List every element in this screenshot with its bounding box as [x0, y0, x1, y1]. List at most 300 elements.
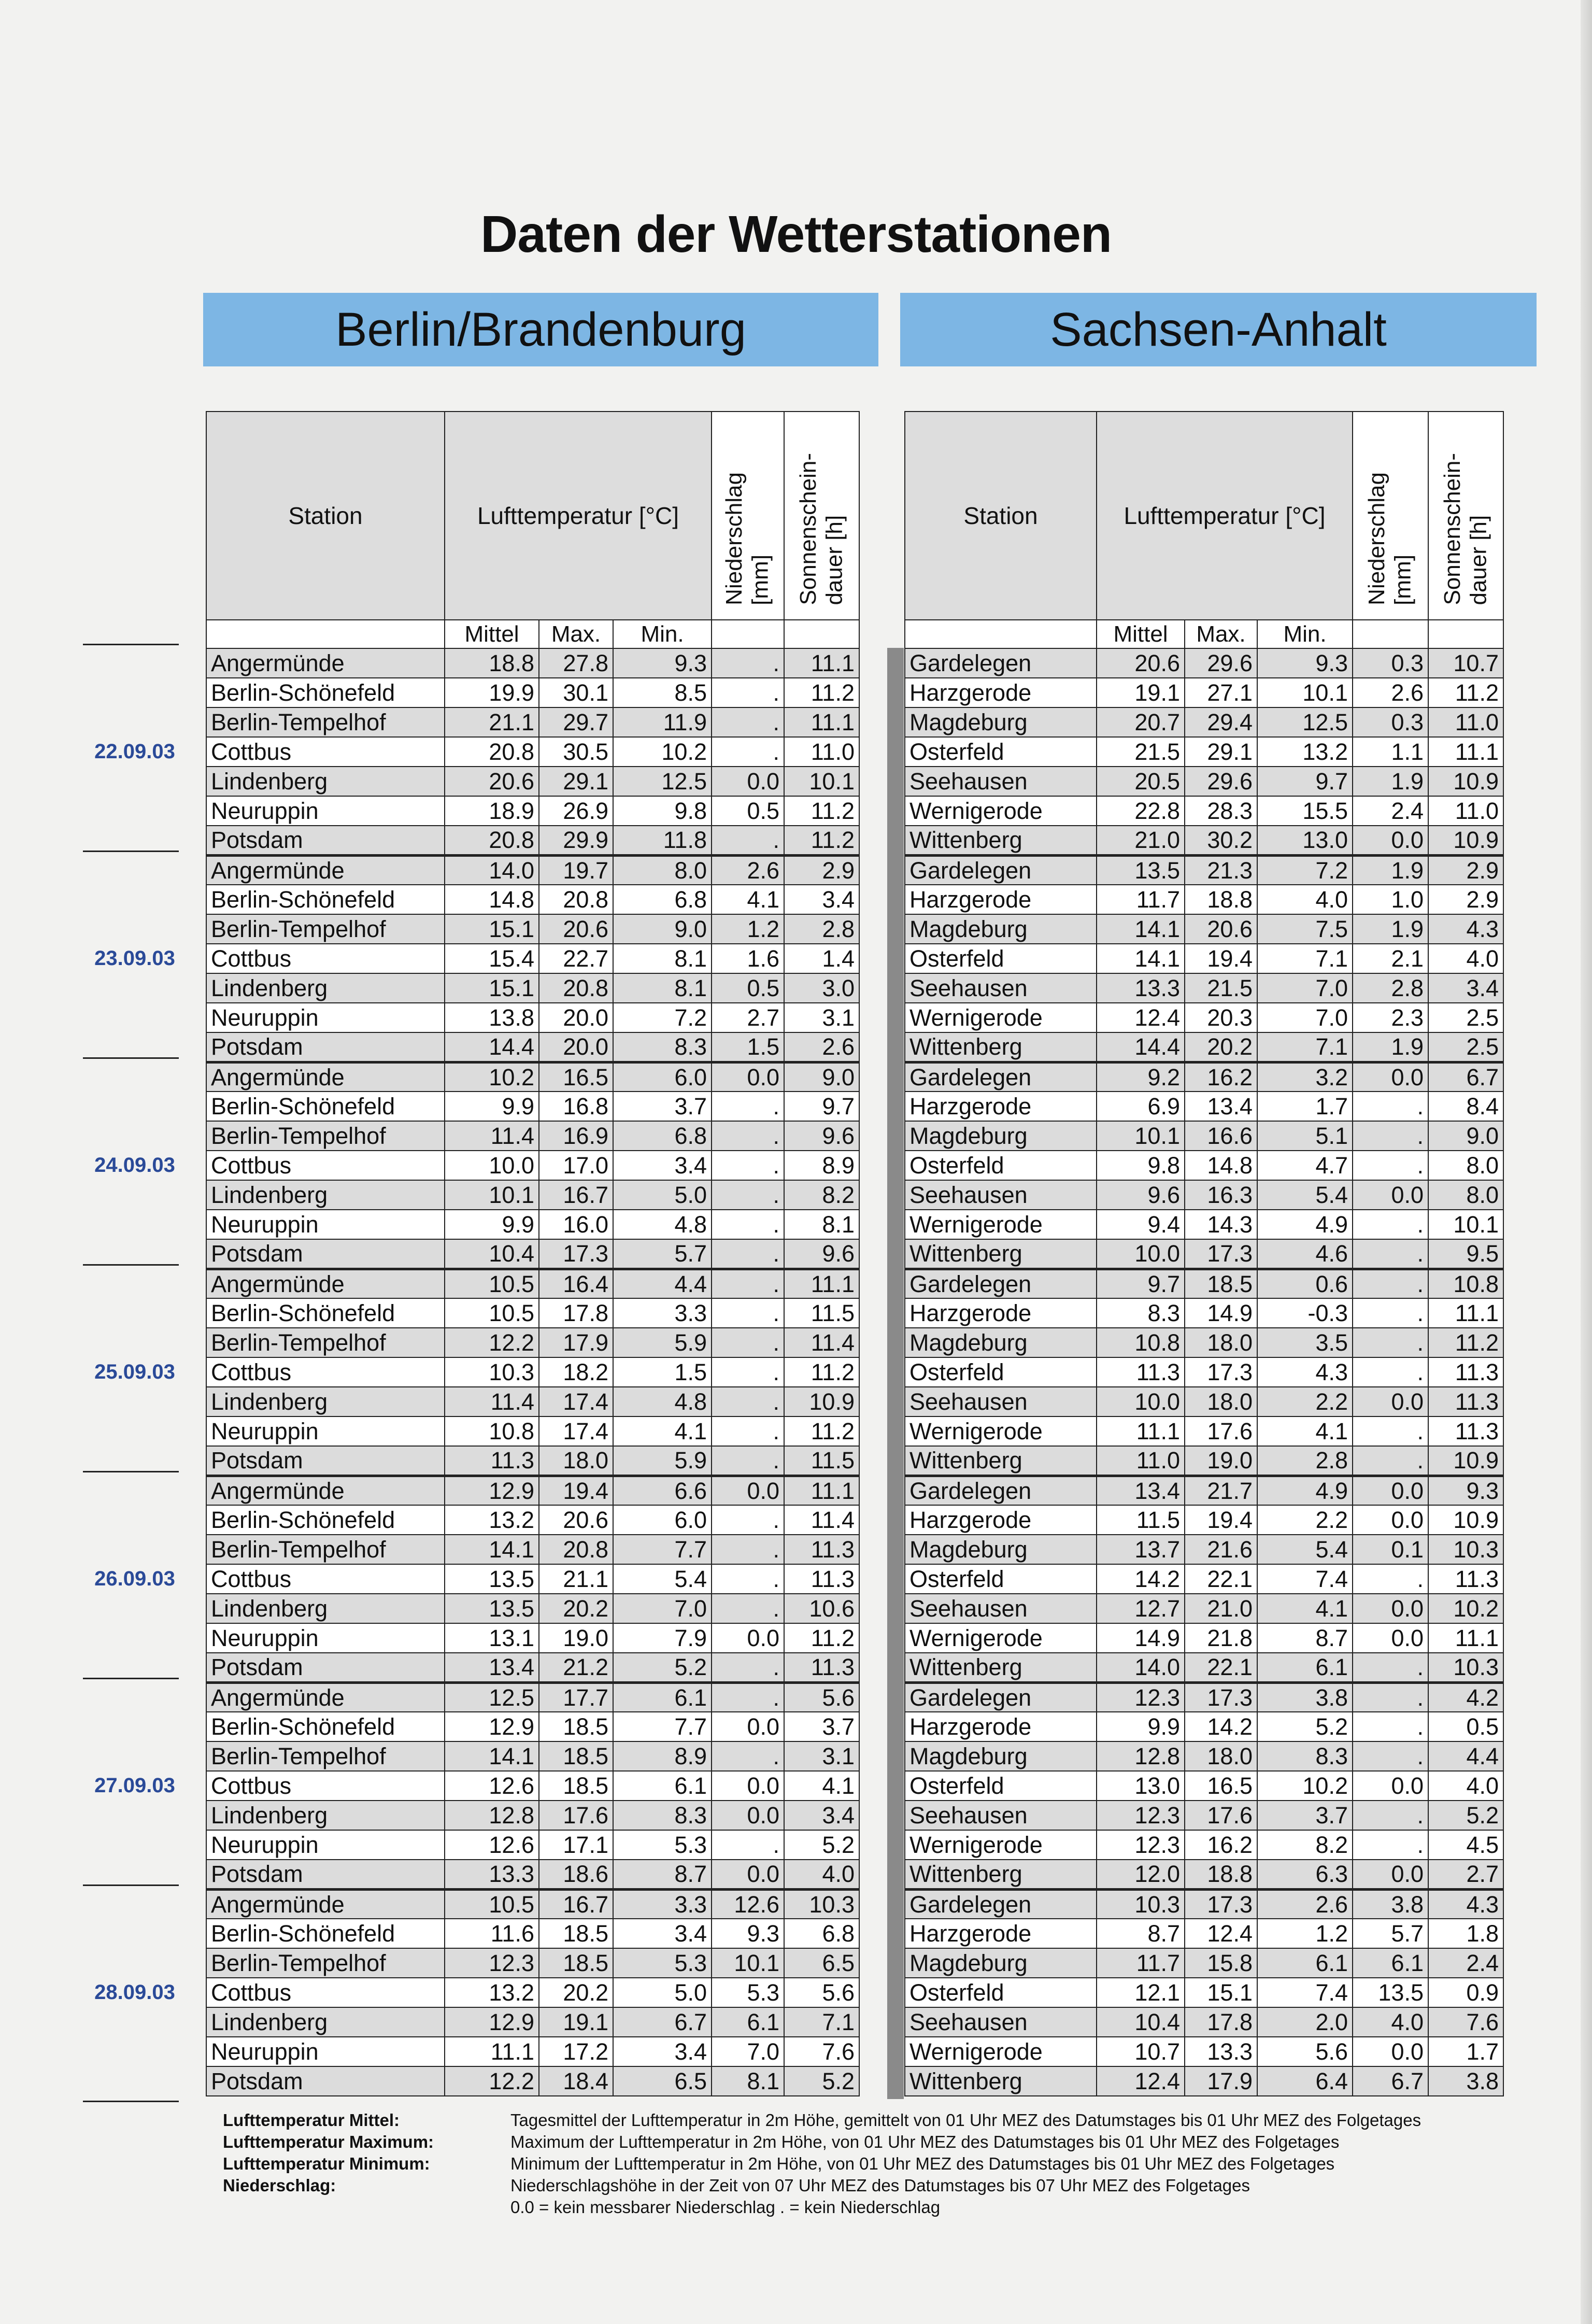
- table-row: [206, 1594, 859, 1623]
- subheader-mean: Mittel: [1097, 620, 1185, 648]
- station-name-cell: Harzgerode: [905, 1505, 1097, 1535]
- min-temp-cell: -0.3: [1257, 1298, 1353, 1328]
- max-temp-cell: 18.5: [539, 1741, 613, 1771]
- sunshine-cell: 5.6: [784, 1682, 859, 1712]
- mean-temp-cell: 10.0: [1097, 1239, 1185, 1269]
- sunshine-cell: 11.4: [784, 1505, 859, 1535]
- mean-temp-cell: 6.9: [1097, 1092, 1185, 1121]
- station-name-cell: Magdeburg: [905, 1328, 1097, 1357]
- table-sachsen-anhalt: [904, 411, 1504, 2096]
- max-temp-cell: 18.5: [539, 1948, 613, 1978]
- precipitation-cell: 0.0: [1353, 1594, 1428, 1623]
- table-row: [905, 1860, 1503, 1889]
- sunshine-cell: 2.5: [1428, 1032, 1503, 1062]
- sunshine-cell: 5.2: [1428, 1801, 1503, 1830]
- min-temp-cell: 5.4: [613, 1564, 712, 1594]
- header-sunshine: [1428, 412, 1503, 620]
- header-precipitation: [712, 412, 784, 620]
- sunshine-cell: 8.9: [784, 1151, 859, 1180]
- table-row: [206, 1505, 859, 1535]
- sunshine-cell: 11.2: [784, 678, 859, 707]
- station-name-cell: Gardelegen: [905, 1062, 1097, 1092]
- precipitation-cell: 1.5: [712, 1032, 784, 1062]
- min-temp-cell: 3.4: [613, 2037, 712, 2066]
- station-name-cell: Lindenberg: [206, 2007, 445, 2037]
- date-label: 24.09.03: [94, 1153, 175, 1177]
- min-temp-cell: 9.8: [613, 796, 712, 826]
- mean-temp-cell: 10.3: [445, 1357, 539, 1387]
- header-sun-line2: dauer [h]: [1466, 515, 1491, 605]
- min-temp-cell: 1.5: [613, 1357, 712, 1387]
- station-name-cell: Seehausen: [905, 1387, 1097, 1416]
- mean-temp-cell: 20.6: [1097, 648, 1185, 678]
- table-row: [905, 1387, 1503, 1416]
- mean-temp-cell: 9.6: [1097, 1180, 1185, 1210]
- table-row: [905, 1741, 1503, 1771]
- max-temp-cell: 17.8: [1185, 2007, 1257, 2037]
- precipitation-cell: 0.0: [1353, 1860, 1428, 1889]
- sunshine-cell: 7.6: [1428, 2007, 1503, 2037]
- mean-temp-cell: 14.4: [1097, 1032, 1185, 1062]
- min-temp-cell: 7.0: [1257, 973, 1353, 1003]
- min-temp-cell: 6.8: [613, 885, 712, 914]
- legend-term: Niederschlag:: [223, 2176, 336, 2195]
- mean-temp-cell: 12.2: [445, 2066, 539, 2096]
- precipitation-cell: .: [1353, 1830, 1428, 1860]
- min-temp-cell: 7.0: [613, 1594, 712, 1623]
- min-temp-cell: 0.6: [1257, 1269, 1353, 1298]
- station-name-cell: Magdeburg: [905, 1535, 1097, 1564]
- precipitation-cell: 0.3: [1353, 648, 1428, 678]
- precipitation-cell: .: [712, 1594, 784, 1623]
- date-label: 25.09.03: [94, 1360, 175, 1383]
- table-row: [905, 1357, 1503, 1387]
- max-temp-cell: 18.5: [1185, 1269, 1257, 1298]
- subheader-blank: [1428, 620, 1503, 648]
- precipitation-cell: 8.1: [712, 2066, 784, 2096]
- mean-temp-cell: 12.9: [445, 2007, 539, 2037]
- mean-temp-cell: 10.4: [1097, 2007, 1185, 2037]
- precipitation-cell: 0.5: [712, 973, 784, 1003]
- table-row: [206, 1653, 859, 1682]
- station-name-cell: Berlin-Tempelhof: [206, 1741, 445, 1771]
- min-temp-cell: 4.8: [613, 1210, 712, 1239]
- precipitation-cell: 6.7: [1353, 2066, 1428, 2096]
- max-temp-cell: 20.2: [539, 1978, 613, 2007]
- table-row: [905, 1032, 1503, 1062]
- station-name-cell: Cottbus: [206, 1771, 445, 1801]
- station-name-cell: Lindenberg: [206, 767, 445, 796]
- table-row: [905, 2037, 1503, 2066]
- max-temp-cell: 29.6: [1185, 648, 1257, 678]
- sunshine-cell: 10.9: [784, 1387, 859, 1416]
- mean-temp-cell: 14.2: [1097, 1564, 1185, 1594]
- max-temp-cell: 29.4: [1185, 707, 1257, 737]
- mean-temp-cell: 20.8: [445, 826, 539, 855]
- legend-definition: Tagesmittel der Lufttemperatur in 2m Höhe, gemittelt von 01 Uhr MEZ des Datumstages bis 01 Uhr MEZ des Folgetages: [510, 2110, 1422, 2130]
- table-row: [206, 1860, 859, 1889]
- max-temp-cell: 15.8: [1185, 1948, 1257, 1978]
- table-row: [206, 1446, 859, 1476]
- station-name-cell: Seehausen: [905, 1594, 1097, 1623]
- precipitation-cell: .: [1353, 1121, 1428, 1151]
- sunshine-cell: 11.1: [784, 1476, 859, 1505]
- min-temp-cell: 3.4: [613, 1919, 712, 1948]
- min-temp-cell: 3.7: [613, 1092, 712, 1121]
- precipitation-cell: .: [712, 1741, 784, 1771]
- max-temp-cell: 29.9: [539, 826, 613, 855]
- sunshine-cell: 3.1: [784, 1741, 859, 1771]
- max-temp-cell: 19.7: [539, 855, 613, 885]
- station-name-cell: Neuruppin: [206, 1003, 445, 1032]
- table-row: [905, 767, 1503, 796]
- station-name-cell: Harzgerode: [905, 1092, 1097, 1121]
- sunshine-cell: 3.7: [784, 1712, 859, 1741]
- table-row: [905, 1889, 1503, 1919]
- max-temp-cell: 30.1: [539, 678, 613, 707]
- table-header: [905, 412, 1503, 648]
- max-temp-cell: 18.0: [1185, 1328, 1257, 1357]
- min-temp-cell: 5.4: [1257, 1535, 1353, 1564]
- precipitation-cell: .: [712, 737, 784, 767]
- min-temp-cell: 3.8: [1257, 1682, 1353, 1712]
- mean-temp-cell: 22.8: [1097, 796, 1185, 826]
- sunshine-cell: 9.6: [784, 1121, 859, 1151]
- max-temp-cell: 28.3: [1185, 796, 1257, 826]
- min-temp-cell: 7.9: [613, 1623, 712, 1653]
- mean-temp-cell: 10.8: [445, 1416, 539, 1446]
- table-row: [905, 1594, 1503, 1623]
- page-edge: [1581, 0, 1592, 2324]
- mean-temp-cell: 14.4: [445, 1032, 539, 1062]
- min-temp-cell: 9.0: [613, 914, 712, 944]
- max-temp-cell: 19.4: [539, 1476, 613, 1505]
- header-precipitation: [1353, 412, 1428, 620]
- mean-temp-cell: 14.0: [1097, 1653, 1185, 1682]
- max-temp-cell: 29.6: [1185, 767, 1257, 796]
- legend-definition: Minimum der Lufttemperatur in 2m Höhe, von 01 Uhr MEZ des Datumstages bis 01 Uhr MEZ des Folgetages: [510, 2154, 1335, 2173]
- max-temp-cell: 18.8: [1185, 1860, 1257, 1889]
- mean-temp-cell: 11.3: [1097, 1357, 1185, 1387]
- sunshine-cell: 11.2: [1428, 678, 1503, 707]
- station-name-cell: Neuruppin: [206, 796, 445, 826]
- precipitation-cell: .: [712, 1328, 784, 1357]
- sunshine-cell: 11.1: [1428, 1298, 1503, 1328]
- precipitation-cell: .: [712, 826, 784, 855]
- sunshine-cell: 4.5: [1428, 1830, 1503, 1860]
- sunshine-cell: 2.9: [1428, 885, 1503, 914]
- precipitation-cell: 0.0: [712, 1623, 784, 1653]
- header-precip-line1: Niederschlag: [721, 472, 747, 605]
- min-temp-cell: 6.1: [1257, 1948, 1353, 1978]
- mean-temp-cell: 10.4: [445, 1239, 539, 1269]
- mean-temp-cell: 20.6: [445, 767, 539, 796]
- sunshine-cell: 11.2: [784, 1357, 859, 1387]
- sunshine-cell: 9.5: [1428, 1239, 1503, 1269]
- precipitation-cell: 0.0: [712, 1712, 784, 1741]
- precipitation-cell: 1.0: [1353, 885, 1428, 914]
- mean-temp-cell: 9.9: [445, 1210, 539, 1239]
- mean-temp-cell: 18.8: [445, 648, 539, 678]
- table-row: [206, 737, 859, 767]
- station-name-cell: Neuruppin: [206, 1623, 445, 1653]
- max-temp-cell: 17.9: [539, 1328, 613, 1357]
- mean-temp-cell: 13.3: [1097, 973, 1185, 1003]
- min-temp-cell: 6.1: [613, 1682, 712, 1712]
- max-temp-cell: 18.0: [1185, 1741, 1257, 1771]
- table-row: [206, 1239, 859, 1269]
- table-row: [206, 2037, 859, 2066]
- max-temp-cell: 27.8: [539, 648, 613, 678]
- precipitation-cell: .: [1353, 1653, 1428, 1682]
- min-temp-cell: 5.0: [613, 1978, 712, 2007]
- sunshine-cell: 10.2: [1428, 1594, 1503, 1623]
- table-row: [206, 1919, 859, 1948]
- sunshine-cell: 11.3: [1428, 1357, 1503, 1387]
- table-row: [905, 855, 1503, 885]
- mean-temp-cell: 12.3: [1097, 1682, 1185, 1712]
- mean-temp-cell: 12.0: [1097, 1860, 1185, 1889]
- table-row: [206, 767, 859, 796]
- precipitation-cell: .: [712, 1239, 784, 1269]
- sunshine-cell: 9.0: [784, 1062, 859, 1092]
- table-berlin-brandenburg: [206, 411, 860, 2096]
- table-row: [206, 1121, 859, 1151]
- sunshine-cell: 11.3: [784, 1564, 859, 1594]
- sunshine-cell: 10.8: [1428, 1269, 1503, 1298]
- min-temp-cell: 11.9: [613, 707, 712, 737]
- sunshine-cell: 5.2: [784, 2066, 859, 2096]
- station-name-cell: Angermünde: [206, 1269, 445, 1298]
- station-name-cell: Neuruppin: [206, 1416, 445, 1446]
- max-temp-cell: 21.7: [1185, 1476, 1257, 1505]
- sunshine-cell: 3.4: [784, 1801, 859, 1830]
- sunshine-cell: 10.9: [1428, 1446, 1503, 1476]
- precipitation-cell: .: [1353, 1357, 1428, 1387]
- station-name-cell: Wernigerode: [905, 2037, 1097, 2066]
- min-temp-cell: 5.6: [1257, 2037, 1353, 2066]
- mean-temp-cell: 15.1: [445, 973, 539, 1003]
- precipitation-cell: .: [1353, 1801, 1428, 1830]
- station-name-cell: Seehausen: [905, 767, 1097, 796]
- mean-temp-cell: 12.6: [445, 1771, 539, 1801]
- min-temp-cell: 4.8: [613, 1387, 712, 1416]
- sunshine-cell: 11.0: [1428, 796, 1503, 826]
- sunshine-cell: 4.0: [1428, 1771, 1503, 1801]
- table-row: [905, 678, 1503, 707]
- page-title: Daten der Wetterstationen: [480, 205, 1112, 263]
- mean-temp-cell: 11.6: [445, 1919, 539, 1948]
- sunshine-cell: 3.4: [1428, 973, 1503, 1003]
- max-temp-cell: 20.6: [539, 1505, 613, 1535]
- mean-temp-cell: 20.5: [1097, 767, 1185, 796]
- mean-temp-cell: 11.7: [1097, 1948, 1185, 1978]
- sunshine-cell: 11.5: [784, 1446, 859, 1476]
- min-temp-cell: 6.4: [1257, 2066, 1353, 2096]
- min-temp-cell: 5.2: [613, 1653, 712, 1682]
- table-row: [905, 1564, 1503, 1594]
- max-temp-cell: 20.0: [539, 1032, 613, 1062]
- min-temp-cell: 3.3: [613, 1298, 712, 1328]
- max-temp-cell: 17.6: [539, 1801, 613, 1830]
- station-name-cell: Neuruppin: [206, 2037, 445, 2066]
- date-label: 27.09.03: [94, 1774, 175, 1797]
- table-row: [206, 1003, 859, 1032]
- precipitation-cell: .: [712, 1653, 784, 1682]
- mean-temp-cell: 11.3: [445, 1446, 539, 1476]
- station-name-cell: Lindenberg: [206, 1801, 445, 1830]
- legend-row: [223, 2153, 1573, 2175]
- max-temp-cell: 16.4: [539, 1269, 613, 1298]
- precipitation-cell: 0.0: [712, 1860, 784, 1889]
- min-temp-cell: 2.6: [1257, 1889, 1353, 1919]
- sunshine-cell: 3.8: [1428, 2066, 1503, 2096]
- max-temp-cell: 17.7: [539, 1682, 613, 1712]
- table-header: [206, 412, 859, 648]
- max-temp-cell: 17.9: [1185, 2066, 1257, 2096]
- mean-temp-cell: 9.2: [1097, 1062, 1185, 1092]
- max-temp-cell: 12.4: [1185, 1919, 1257, 1948]
- precipitation-cell: 2.6: [1353, 678, 1428, 707]
- station-name-cell: Wernigerode: [905, 1830, 1097, 1860]
- date-separator: [83, 1057, 179, 1059]
- max-temp-cell: 17.3: [539, 1239, 613, 1269]
- sunshine-cell: 11.2: [784, 796, 859, 826]
- mean-temp-cell: 12.6: [445, 1830, 539, 1860]
- table-row: [905, 1003, 1503, 1032]
- mean-temp-cell: 20.8: [445, 737, 539, 767]
- min-temp-cell: 6.6: [613, 1476, 712, 1505]
- station-name-cell: Magdeburg: [905, 1948, 1097, 1978]
- sunshine-cell: 10.9: [1428, 826, 1503, 855]
- station-name-cell: Magdeburg: [905, 707, 1097, 737]
- date-separator: [83, 2101, 179, 2102]
- mean-temp-cell: 8.7: [1097, 1919, 1185, 1948]
- mean-temp-cell: 13.0: [1097, 1771, 1185, 1801]
- min-temp-cell: 8.9: [613, 1741, 712, 1771]
- table-row: [206, 1387, 859, 1416]
- max-temp-cell: 18.6: [539, 1860, 613, 1889]
- station-name-cell: Lindenberg: [206, 1594, 445, 1623]
- mean-temp-cell: 13.3: [445, 1860, 539, 1889]
- station-name-cell: Cottbus: [206, 1978, 445, 2007]
- max-temp-cell: 15.1: [1185, 1978, 1257, 2007]
- table-row: [905, 1535, 1503, 1564]
- min-temp-cell: 4.7: [1257, 1151, 1353, 1180]
- table-row: [905, 1151, 1503, 1180]
- sunshine-cell: 11.3: [1428, 1387, 1503, 1416]
- sunshine-cell: 11.0: [1428, 707, 1503, 737]
- station-name-cell: Cottbus: [206, 1357, 445, 1387]
- subheader-max: Max.: [1185, 620, 1257, 648]
- max-temp-cell: 20.8: [539, 1535, 613, 1564]
- header-precip-line1: Niederschlag: [1364, 472, 1390, 605]
- mean-temp-cell: 12.8: [445, 1801, 539, 1830]
- max-temp-cell: 17.2: [539, 2037, 613, 2066]
- min-temp-cell: 2.2: [1257, 1505, 1353, 1535]
- min-temp-cell: 5.9: [613, 1328, 712, 1357]
- sunshine-cell: 10.9: [1428, 1505, 1503, 1535]
- sunshine-cell: 2.8: [784, 914, 859, 944]
- max-temp-cell: 18.5: [539, 1712, 613, 1741]
- max-temp-cell: 21.8: [1185, 1623, 1257, 1653]
- max-temp-cell: 20.0: [539, 1003, 613, 1032]
- max-temp-cell: 18.8: [1185, 885, 1257, 914]
- max-temp-cell: 18.2: [539, 1357, 613, 1387]
- min-temp-cell: 1.2: [1257, 1919, 1353, 1948]
- min-temp-cell: 4.1: [613, 1416, 712, 1446]
- min-temp-cell: 3.7: [1257, 1801, 1353, 1830]
- station-name-cell: Potsdam: [206, 1653, 445, 1682]
- table-row: [206, 2066, 859, 2096]
- precipitation-cell: 7.0: [712, 2037, 784, 2066]
- precipitation-cell: 6.1: [1353, 1948, 1428, 1978]
- table-row: [905, 1712, 1503, 1741]
- min-temp-cell: 5.1: [1257, 1121, 1353, 1151]
- table-row: [206, 1151, 859, 1180]
- max-temp-cell: 17.6: [1185, 1801, 1257, 1830]
- min-temp-cell: 8.3: [613, 1032, 712, 1062]
- precipitation-cell: 2.7: [712, 1003, 784, 1032]
- precipitation-cell: .: [712, 1535, 784, 1564]
- precipitation-cell: 0.0: [1353, 1180, 1428, 1210]
- min-temp-cell: 4.1: [1257, 1416, 1353, 1446]
- station-name-cell: Potsdam: [206, 826, 445, 855]
- precipitation-cell: .: [712, 1446, 784, 1476]
- table-row: [206, 1564, 859, 1594]
- table-row: [206, 1269, 859, 1298]
- precipitation-cell: .: [712, 1387, 784, 1416]
- mean-temp-cell: 12.4: [1097, 1003, 1185, 1032]
- sunshine-cell: 0.5: [1428, 1712, 1503, 1741]
- max-temp-cell: 21.6: [1185, 1535, 1257, 1564]
- mean-temp-cell: 12.3: [1097, 1801, 1185, 1830]
- precipitation-cell: 2.6: [712, 855, 784, 885]
- subheader-blank: [1353, 620, 1428, 648]
- station-name-cell: Harzgerode: [905, 1298, 1097, 1328]
- table-row: [206, 707, 859, 737]
- max-temp-cell: 19.0: [539, 1623, 613, 1653]
- table-row: [206, 1416, 859, 1446]
- table-row: [905, 1978, 1503, 2007]
- table-row: [905, 1062, 1503, 1092]
- precipitation-cell: .: [712, 1180, 784, 1210]
- station-name-cell: Cottbus: [206, 1564, 445, 1594]
- date-separator: [83, 851, 179, 852]
- table-row: [905, 1830, 1503, 1860]
- min-temp-cell: 4.3: [1257, 1357, 1353, 1387]
- sunshine-cell: 2.4: [1428, 1948, 1503, 1978]
- max-temp-cell: 18.5: [539, 1919, 613, 1948]
- subheader-min: Min.: [613, 620, 712, 648]
- table-row: [206, 1948, 859, 1978]
- date-label: 26.09.03: [94, 1567, 175, 1590]
- station-name-cell: Osterfeld: [905, 1357, 1097, 1387]
- table-row: [206, 855, 859, 885]
- sunshine-cell: 10.3: [1428, 1653, 1503, 1682]
- station-name-cell: Lindenberg: [206, 1387, 445, 1416]
- min-temp-cell: 11.8: [613, 826, 712, 855]
- mean-temp-cell: 12.9: [445, 1476, 539, 1505]
- station-name-cell: Harzgerode: [905, 885, 1097, 914]
- precipitation-cell: 13.5: [1353, 1978, 1428, 2007]
- max-temp-cell: 18.5: [539, 1771, 613, 1801]
- min-temp-cell: 7.1: [1257, 1032, 1353, 1062]
- sunshine-cell: 11.2: [784, 826, 859, 855]
- sunshine-cell: 8.4: [1428, 1092, 1503, 1121]
- table-row: [206, 1062, 859, 1092]
- table-row: [206, 885, 859, 914]
